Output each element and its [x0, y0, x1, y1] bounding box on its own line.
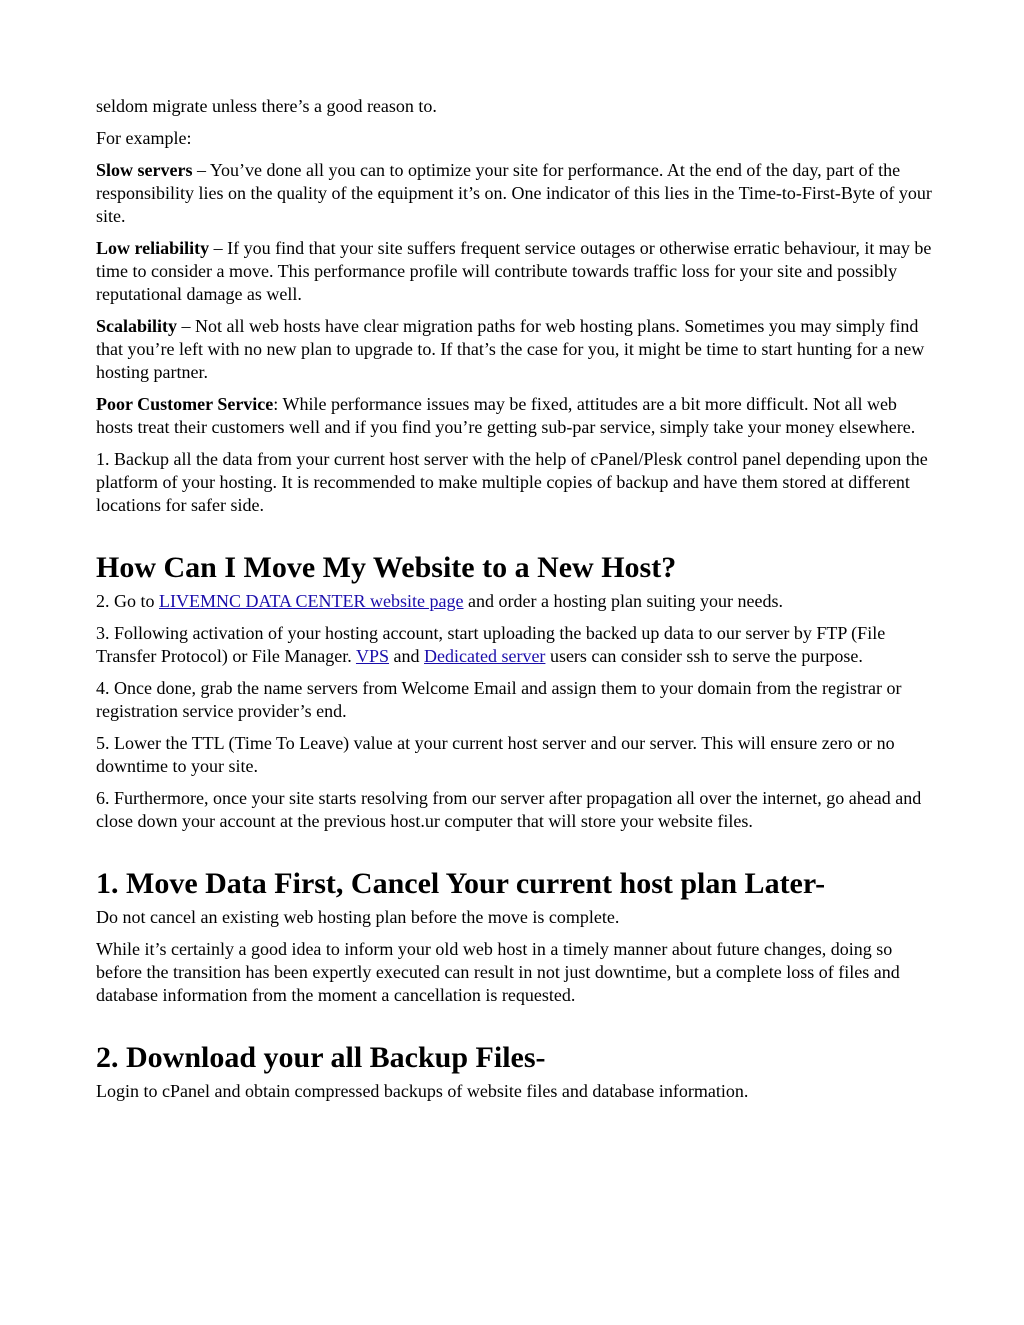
reason-text: – Not all web hosts have clear migration paths for web hosting plans. Sometimes you may simply find that you’re left with no new plan to upgrade to. If that’s the case for you, it might be time to start hunting for a new hosting partner. — [96, 316, 925, 382]
move-data-paragraph-2: While it’s certainly a good idea to inform your old web host in a timely manner about future changes, doing so before the transition has been expertly executed can result in not just downtime, but a complete loss of files and database information from the moment a cancellation is requested. — [96, 939, 900, 1005]
reason-term: Scalability — [96, 316, 178, 336]
step-3-middle: and — [389, 646, 424, 666]
reason-text: – You’ve done all you can to optimize your site for performance. At the end of the day, part of the responsibility lies on the quality of the equipment it’s on. One indicator of this lies in the Time-to-First-Byte of your site. — [96, 160, 932, 226]
reason-term: Slow servers — [96, 160, 193, 180]
reason-scalability — [96, 315, 936, 384]
reason-slow-servers — [96, 159, 936, 228]
section-heading-download-backup: 2. Download your all Backup Files- — [96, 1041, 546, 1074]
livemnc-data-center-link[interactable]: LIVEMNC DATA CENTER website page — [159, 591, 464, 611]
intro-line: seldom migrate unless there’s a good reason to. — [96, 96, 437, 116]
reason-low-reliability — [96, 237, 936, 306]
reason-poor-customer-service — [96, 393, 936, 439]
step-3-upload-data — [96, 622, 936, 668]
move-data-paragraph-1: Do not cancel an existing web hosting plan before the move is complete. — [96, 907, 620, 927]
step-6-close-account: 6. Furthermore, once your site starts resolving from our server after propagation all over the internet, go ahead and close down your account at the previous host.ur computer that will store your website files. — [96, 788, 922, 831]
step-3-suffix: users can consider ssh to serve the purpose. — [545, 646, 863, 666]
reason-text: – If you find that your site suffers frequent service outages or otherwise erratic behaviour, it may be time to consider a move. This performance profile will contribute towards traffic loss for your site and possibly reputational damage as well. — [96, 238, 932, 304]
step-5-lower-ttl: 5. Lower the TTL (Time To Leave) value at your current host server and our server. This will ensure zero or no downtime to your site. — [96, 733, 895, 776]
dedicated-server-link[interactable]: Dedicated server — [424, 646, 546, 666]
intro-example-label: For example: — [96, 128, 192, 148]
reason-text: : While performance issues may be fixed, attitudes are a bit more difficult. Not all web hosts treat their customers well and if you find you’re getting sub-par service, simply take your money elsewhere. — [96, 394, 916, 437]
step-3-prefix: 3. Following activation of your hosting account, start uploading the backed up data to our server by FTP (File Transfer Protocol) or File Manager. — [96, 623, 886, 666]
download-backup-paragraph: Login to cPanel and obtain compressed backups of website files and database information. — [96, 1081, 749, 1101]
step-2-suffix: and order a hosting plan suiting your needs. — [463, 591, 783, 611]
section-heading-move-data-first: 1. Move Data First, Cancel Your current host plan Later- — [96, 867, 826, 900]
step-1-backup: 1. Backup all the data from your current host server with the help of cPanel/Plesk control panel depending upon the platform of your hosting. It is recommended to make multiple copies of backup and have them stored at different locations for safer side. — [96, 449, 928, 515]
reason-term: Low reliability — [96, 238, 210, 258]
reason-term: Poor Customer Service — [96, 394, 274, 414]
vps-link[interactable]: VPS — [355, 646, 389, 666]
step-2-order-plan — [96, 590, 936, 613]
section-heading-move-website: How Can I Move My Website to a New Host? — [96, 551, 677, 584]
step-4-name-servers: 4. Once done, grab the name servers from Welcome Email and assign them to your domain from the registrar or registration service provider’s end. — [96, 678, 902, 721]
step-2-prefix: 2. Go to — [96, 591, 159, 611]
document-page — [96, 95, 936, 1112]
